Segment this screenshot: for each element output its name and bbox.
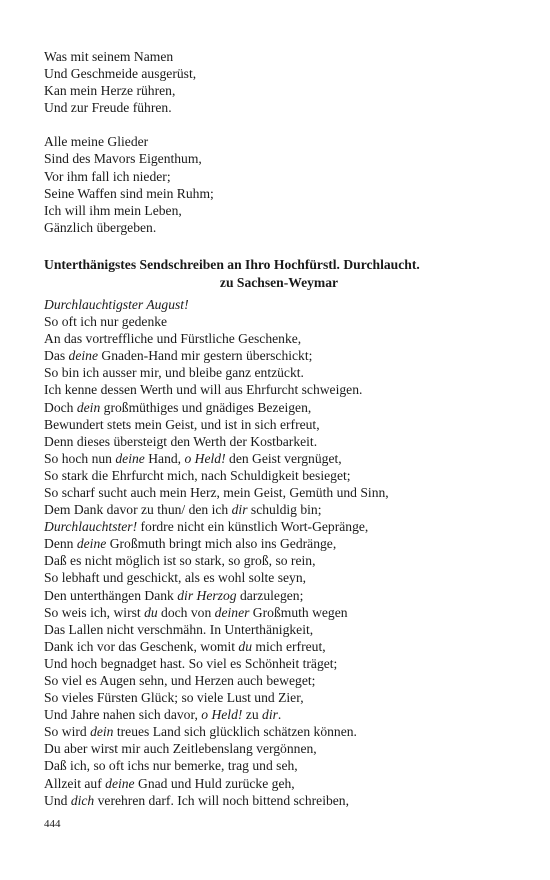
- text-segment: Das Lallen nicht verschmähn. In Unterthänigkeit,: [44, 621, 314, 637]
- text-segment: Du aber wirst mir auch Zeitlebenslang vergönnen,: [44, 741, 317, 757]
- emphasized-text: Durchlauchtster!: [44, 519, 138, 535]
- text-segment: Und: [44, 792, 71, 808]
- text-segment: Großmuth bringt mich also ins Gedränge,: [106, 536, 337, 552]
- stanza-2: [44, 133, 514, 236]
- verse-line: [44, 347, 514, 364]
- emphasized-text: deine: [105, 775, 135, 791]
- text-segment: mich erfreut,: [252, 638, 326, 654]
- text-segment: So oft ich nur gedenke: [44, 314, 168, 330]
- emphasized-text: o Held!: [201, 707, 243, 723]
- verse-line: [44, 775, 514, 792]
- text-segment: Und hoch begnadget hast. So viel es Schönheit träget;: [44, 655, 338, 671]
- text-segment: Und Jahre nahen sich davor,: [44, 707, 202, 723]
- verse-line: [44, 740, 514, 757]
- text-segment: So wird: [44, 724, 91, 740]
- text-segment: So vieles Fürsten Glück; so viele Lust und Zier,: [44, 690, 304, 706]
- text-segment: .: [277, 707, 282, 723]
- text-segment: Dem Dank davor zu thun/ den ich: [44, 502, 232, 518]
- text-segment: So stark die Ehrfurcht mich, nach Schuldigkeit besieget;: [44, 467, 351, 483]
- verse-line: [44, 621, 514, 638]
- stanza-1: [44, 48, 514, 116]
- emphasized-text: du: [238, 638, 253, 654]
- text-segment: Großmuth wegen: [249, 604, 348, 620]
- verse-line: [44, 604, 514, 621]
- verse-line: [44, 364, 514, 381]
- verse-line: [44, 569, 514, 586]
- verse-line: [44, 450, 514, 467]
- text-segment: Ich kenne dessen Werth und will aus Ehrfurcht schweigen.: [44, 382, 363, 398]
- verse-line: Was mit seinem Namen: [44, 49, 174, 64]
- stanza-gap: [44, 116, 514, 133]
- text-segment: verehren darf. Ich will noch bittend schreiben,: [94, 792, 350, 808]
- section-gap: [44, 236, 514, 256]
- emphasized-text: deine: [68, 348, 98, 364]
- verse-line: Ich will ihm mein Leben,: [44, 202, 182, 218]
- text-segment: treues Land sich glücklich schätzen können.: [113, 724, 357, 740]
- verse-line: [44, 313, 514, 330]
- text-segment: darzulegen;: [236, 587, 304, 603]
- text-segment: So lebhaft und geschickt, als es wohl solte seyn,: [44, 570, 307, 586]
- salutation: [44, 296, 514, 313]
- verse-line: [44, 501, 514, 518]
- salutation-text: Durchlauchtigster August!: [44, 296, 189, 312]
- text-segment: Daß es nicht möglich ist so stark, so groß, so rein,: [44, 553, 316, 569]
- text-segment: Gnaden-Hand mir gestern überschickt;: [98, 348, 313, 364]
- verse-line: Sind des Mavors Eigenthum,: [44, 151, 202, 167]
- text-segment: So scharf sucht auch mein Herz, mein Geist, Gemüth und Sinn,: [44, 484, 389, 500]
- emphasized-text: deiner: [214, 604, 250, 620]
- verse-line: Gänzlich übergeben.: [44, 219, 157, 235]
- emphasized-text: dein: [76, 399, 101, 415]
- text-segment: Denn dieses übersteigt den Werth der Kostbarkeit.: [44, 433, 318, 449]
- emphasized-text: deine: [115, 450, 145, 466]
- page-number: 444: [44, 818, 61, 830]
- verse-line: [44, 552, 514, 569]
- verse-line: Kan mein Herze rühren,: [44, 83, 176, 99]
- text-segment: So weis ich, wirst: [44, 604, 145, 620]
- verse-line: [44, 416, 514, 433]
- emphasized-text: dir: [231, 502, 248, 518]
- text-segment: Den unterthängen Dank: [44, 587, 178, 603]
- text-segment: Denn: [44, 536, 77, 552]
- text-segment: schuldig bin;: [247, 502, 322, 518]
- verse-line: [44, 518, 514, 535]
- text-segment: Dank ich vor das Geschenk, womit: [44, 638, 239, 654]
- text-segment: An das vortreffliche und Fürstliche Geschenke,: [44, 331, 302, 347]
- verse-line: [44, 433, 514, 450]
- emphasized-text: o Held!: [184, 450, 226, 466]
- verse-line: [44, 689, 514, 706]
- text-segment: Daß ich, so oft ichs nur bemerke, trag und seh,: [44, 758, 298, 774]
- text-segment: Bewundert stets mein Geist, und ist in sich erfreut,: [44, 416, 320, 432]
- verse-line: Seine Waffen sind mein Ruhm;: [44, 185, 214, 201]
- text-segment: Gnad und Huld zurücke geh,: [134, 775, 295, 791]
- section-heading-subtitle: zu Sachsen-Weymar: [219, 274, 339, 290]
- text-segment: großmüthiges und gnädiges Bezeigen,: [100, 399, 312, 415]
- verse-line: [44, 792, 514, 809]
- text-segment: Hand,: [144, 450, 185, 466]
- section-heading: Unterthänigstes Sendschreiben an Ihro Hochfürstl. Durchlaucht.: [44, 256, 420, 272]
- verse-line: [44, 399, 514, 416]
- verse-line: [44, 467, 514, 484]
- text-segment: So hoch nun: [44, 450, 116, 466]
- verse-line: [44, 587, 514, 604]
- emphasized-text: dir: [262, 707, 278, 723]
- text-segment: Das: [44, 348, 69, 364]
- verse-line: Vor ihm fall ich nieder;: [44, 168, 171, 184]
- verse-line: [44, 381, 514, 398]
- verse-line: Und zur Freude führen.: [44, 100, 172, 116]
- verse-line: [44, 535, 514, 552]
- emphasized-text: du: [144, 604, 158, 620]
- verse-line: Alle meine Glieder: [44, 134, 149, 150]
- verse-line: [44, 757, 514, 774]
- text-segment: So viel es Augen sehn, und Herzen auch beweget;: [44, 673, 316, 688]
- text-segment: zu: [242, 707, 263, 723]
- emphasized-text: dein: [90, 724, 114, 740]
- verse-line: [44, 706, 514, 723]
- verse-line: [44, 723, 514, 740]
- emphasized-text: dich: [70, 792, 95, 808]
- verse-line: Und Geschmeide ausgerüst,: [44, 66, 197, 82]
- text-segment: So bin ich ausser mir, und bleibe ganz entzückt.: [44, 365, 304, 381]
- text-segment: den Geist vergnüget,: [225, 450, 342, 466]
- verse-line: [44, 484, 514, 501]
- text-segment: Allzeit auf: [44, 775, 106, 791]
- text-segment: fordre nicht ein künstlich Wort-Gepränge,: [137, 519, 369, 535]
- emphasized-text: deine: [76, 536, 107, 552]
- verse-line: [44, 330, 514, 347]
- verse-line: [44, 655, 514, 672]
- verse-line: [44, 672, 514, 689]
- poem-body: [44, 313, 514, 809]
- text-segment: Doch: [44, 399, 77, 415]
- text-segment: doch von: [157, 604, 215, 620]
- verse-line: [44, 638, 514, 655]
- page-body: [44, 48, 514, 809]
- emphasized-text: dir Herzog: [177, 587, 237, 603]
